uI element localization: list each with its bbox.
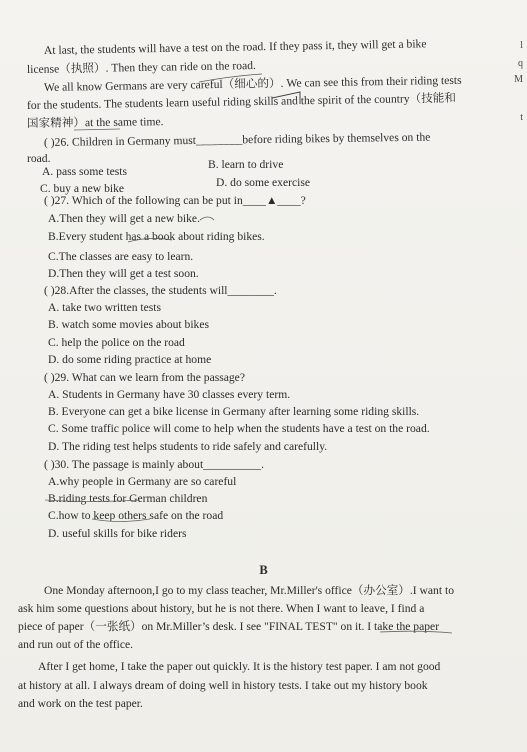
option: B. Everyone can get a bike license in Germany after learning some riding skills. — [48, 405, 420, 418]
passage-line: We all know Germans are very careful（细心的）. We can see this from their riding tests — [43, 73, 462, 94]
option: C. help the police on the road — [48, 336, 185, 349]
section-heading: B — [259, 563, 268, 577]
option: A.why people in Germany are so careful — [48, 475, 237, 488]
option: B. learn to drive — [208, 158, 284, 171]
option: A. Students in Germany have 30 classes every term. — [48, 388, 291, 401]
option: D. do some exercise — [216, 176, 311, 189]
option: C. Some traffic police will come to help when the students have a test on the road. — [48, 422, 430, 435]
passage-line: and work on the test paper. — [18, 697, 143, 710]
option: C.The classes are easy to learn. — [48, 250, 194, 263]
question-stem: ( )29. What can we learn from the passage? — [44, 371, 245, 384]
passage-line: license（执照）. Then they can ride on the road. — [26, 59, 256, 76]
option: C. buy a new bike — [40, 182, 125, 195]
margin-mark: M — [514, 74, 523, 85]
option: A. take two written tests — [48, 301, 162, 314]
question-stem: ( )26. Children in Germany must________before riding bikes by themselves on the — [43, 130, 431, 149]
option: B. watch some movies about bikes — [48, 318, 209, 331]
option: B.Every student has a book about riding bikes. — [48, 230, 265, 243]
option: D. do some riding practice at home — [48, 353, 212, 366]
question-stem: road. — [27, 152, 51, 165]
option: D.Then they will get a test soon. — [48, 267, 199, 280]
margin-mark: t — [520, 112, 523, 123]
passage-line: piece of paper（一张纸）on Mr.Miller’s desk. I see "FINAL TEST" on it. I take the paper — [18, 620, 440, 633]
option: C.how to keep others safe on the road — [48, 509, 224, 522]
passage-line: At last, the students will have a test on the road. If they pass it, they will get a bike — [43, 37, 427, 57]
passage-line: ask him some questions about history, but he is not there. When I want to leave, I find a — [18, 602, 425, 615]
option: D. useful skills for bike riders — [48, 527, 187, 540]
margin-mark: q — [518, 58, 523, 69]
option: A.Then they will get a new bike. — [48, 212, 200, 225]
passage-line: and run out of the office. — [18, 638, 134, 651]
option: A. pass some tests — [42, 165, 128, 178]
question-stem: ( )30. The passage is mainly about__________. — [44, 458, 265, 471]
question-stem: ( )28.After the classes, the students will________. — [44, 284, 277, 297]
question-stem: ( )27. Which of the following can be put in____▲____? — [44, 194, 306, 207]
passage-line: 国家精神）at the same time. — [26, 115, 164, 130]
passage-line: One Monday afternoon,I go to my class teacher, Mr.Miller's office（办公室）.I want to — [44, 584, 454, 597]
passage-line: After I get home, I take the paper out quickly. It is the history test paper. I am not good — [38, 660, 441, 673]
option: B.riding tests for German children — [48, 492, 208, 505]
passage-line: at history at all. I always dream of doing well in history tests. I take out my history book — [18, 679, 428, 692]
passage-line: for the students. The students learn useful riding skills and the spirit of the country（技能和 — [26, 91, 457, 112]
margin-mark: l — [520, 40, 523, 51]
option: D. The riding test helps students to ride safely and carefully. — [48, 440, 328, 453]
